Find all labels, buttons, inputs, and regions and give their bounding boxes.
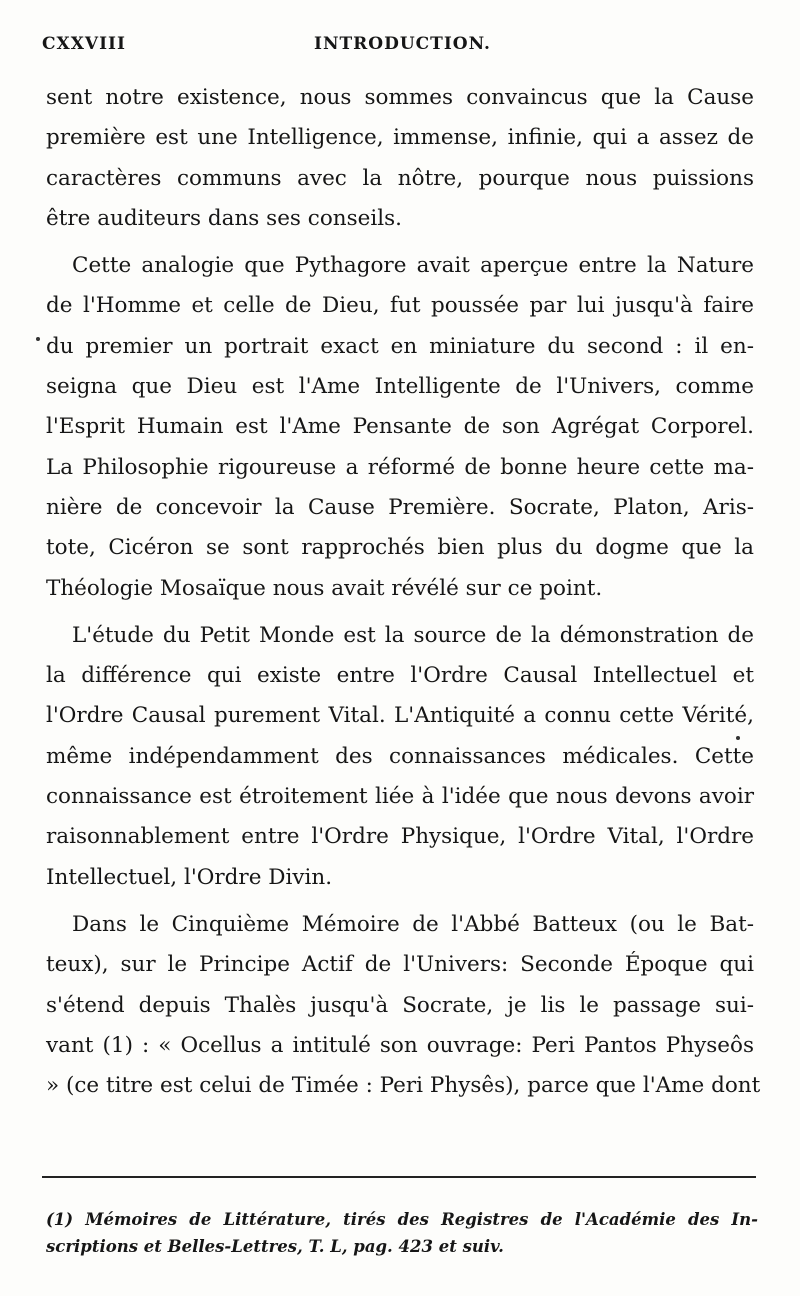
text-line: de l'Homme et celle de Dieu, fut poussée par lui jusqu'à faire <box>46 293 754 319</box>
page-number: CXXVIII <box>42 34 126 54</box>
text-line: teux), sur le Principe Actif de l'Univers: Seconde Époque qui <box>46 952 754 978</box>
text-line: caractères communs avec la nôtre, pourque nous puissions <box>46 165 754 191</box>
ink-speck <box>36 337 40 341</box>
paragraph-2 <box>46 246 754 609</box>
text-line: nière de concevoir la Cause Première. Socrate, Platon, Aris- <box>46 494 754 520</box>
text-line: tote, Cicéron se sont rapprochés bien plus du dogme que la <box>46 535 754 561</box>
text-line: vant (1) : « Ocellus a intitulé son ouvrage: Peri Pantos Physeôs <box>46 1032 754 1058</box>
footnote-divider <box>42 1176 756 1178</box>
footnote <box>46 1206 758 1260</box>
paragraph-1 <box>46 78 754 239</box>
running-title: INTRODUCTION. <box>314 34 491 54</box>
text-line: Intellectuel, l'Ordre Divin. <box>46 864 333 890</box>
text-line: raisonnablement entre l'Ordre Physique, l'Ordre Vital, l'Ordre <box>46 824 754 850</box>
text-line: L'étude du Petit Monde est la source de la démonstration de <box>72 622 754 648</box>
body-text <box>46 78 761 1106</box>
text-line: La Philosophie rigoureuse a réformé de bonne heure cette ma- <box>46 454 754 480</box>
text-line: la différence qui existe entre l'Ordre Causal Intellectuel et <box>46 663 754 689</box>
text-line: seigna que Dieu est l'Ame Intelligente de l'Univers, comme <box>46 374 754 400</box>
text-line: Cette analogie que Pythagore avait aperçue entre la Nature <box>72 253 754 279</box>
text-line: Dans le Cinquième Mémoire de l'Abbé Batteux (ou le Bat- <box>72 911 754 937</box>
text-line: même indépendamment des connaissances médicales. Cette <box>46 743 754 769</box>
paragraph-3 <box>46 616 754 898</box>
footnote-line: scriptions et Belles-Lettres, T. L, pag. 423 et suiv. <box>46 1237 504 1256</box>
text-line: » (ce titre est celui de Timée : Peri Physês), parce que l'Ame dont <box>46 1073 761 1099</box>
text-line: l'Ordre Causal purement Vital. L'Antiquité a connu cette Vérité, <box>46 703 754 729</box>
ink-speck <box>736 736 740 740</box>
text-line: l'Esprit Humain est l'Ame Pensante de son Agrégat Corporel. <box>46 414 754 440</box>
text-line: sent notre existence, nous sommes convaincus que la Cause <box>46 85 754 110</box>
text-line: première est une Intelligence, immense, infinie, qui a assez de <box>46 125 754 151</box>
text-line: être auditeurs dans ses conseils. <box>46 205 402 231</box>
footnote-line: (1) Mémoires de Littérature, tirés des Registres de l'Académie des In- <box>46 1210 758 1229</box>
text-line: connaissance est étroitement liée à l'idée que nous devons avoir <box>46 784 754 810</box>
text-line: Théologie Mosaïque nous avait révélé sur ce point. <box>46 575 603 601</box>
text-line: du premier un portrait exact en miniature du second : il en- <box>46 333 754 359</box>
text-line: s'étend depuis Thalès jusqu'à Socrate, je lis le passage sui- <box>46 992 754 1018</box>
paragraph-4 <box>46 905 761 1106</box>
